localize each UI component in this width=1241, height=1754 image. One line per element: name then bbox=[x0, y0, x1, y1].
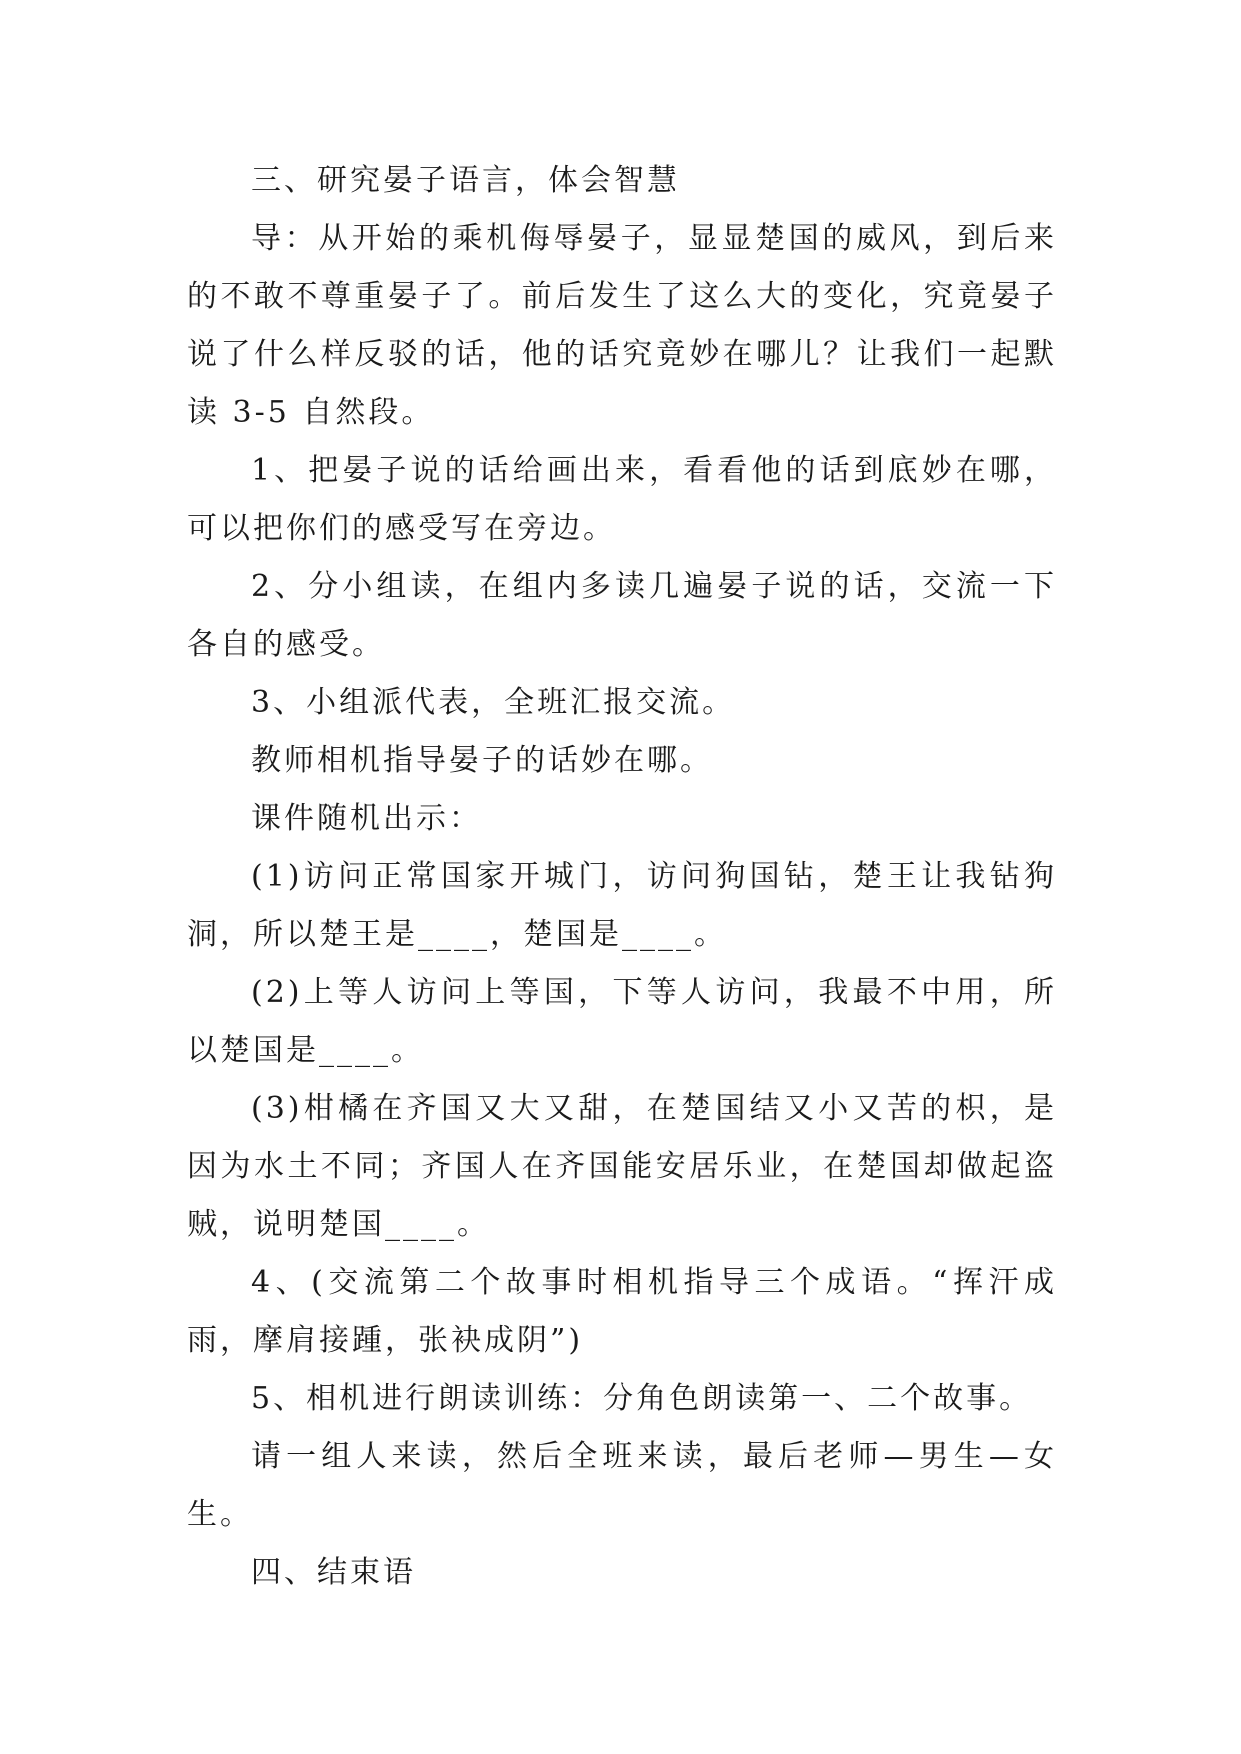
section-heading-conclusion: 四、结束语 bbox=[251, 1555, 416, 1590]
step-4-paragraph: 4、(交流第二个故事时相机指导三个成语。“挥汗成雨，摩肩接踵，张袂成阴”) bbox=[187, 1265, 1057, 1358]
step-3-paragraph: 3、小组派代表，全班汇报交流。 bbox=[251, 685, 736, 720]
exercise-2-paragraph: (2)上等人访问上等国，下等人访问，我最不中用，所以楚国是____。 bbox=[187, 975, 1057, 1068]
exercise-3-paragraph: (3)柑橘在齐国又大又甜，在楚国结又小又苦的枳，是因为水土不同；齐国人在齐国能安居乐业，在楚国却做起盗贼，说明楚国____。 bbox=[187, 1091, 1057, 1242]
exercise-1-paragraph: (1)访问正常国家开城门，访问狗国钻，楚王让我钻狗洞，所以楚王是____，楚国是____。 bbox=[187, 859, 1057, 952]
document-body bbox=[187, 152, 1057, 1602]
step-2-paragraph: 2、分小组读，在组内多读几遍晏子说的话，交流一下各自的感受。 bbox=[187, 569, 1057, 662]
courseware-paragraph: 课件随机出示： bbox=[251, 801, 482, 836]
reading-order-paragraph: 请一组人来读，然后全班来读，最后老师—男生—女生。 bbox=[187, 1439, 1057, 1532]
step-1-paragraph: 1、把晏子说的话给画出来，看看他的话到底妙在哪，可以把你们的感受写在旁边。 bbox=[187, 453, 1057, 546]
step-5-paragraph: 5、相机进行朗读训练：分角色朗读第一、二个故事。 bbox=[251, 1381, 1033, 1416]
teacher-guide-paragraph: 教师相机指导晏子的话妙在哪。 bbox=[251, 743, 713, 778]
section-heading: 三、研究晏子语言，体会智慧 bbox=[251, 163, 680, 198]
intro-paragraph: 导：从开始的乘机侮辱晏子，显显楚国的威风，到后来的不敢不尊重晏子了。前后发生了这么大的变化，究竟晏子说了什么样反驳的话，他的话究竟妙在哪儿？让我们一起默读 3-5 自然段。 bbox=[187, 221, 1057, 430]
